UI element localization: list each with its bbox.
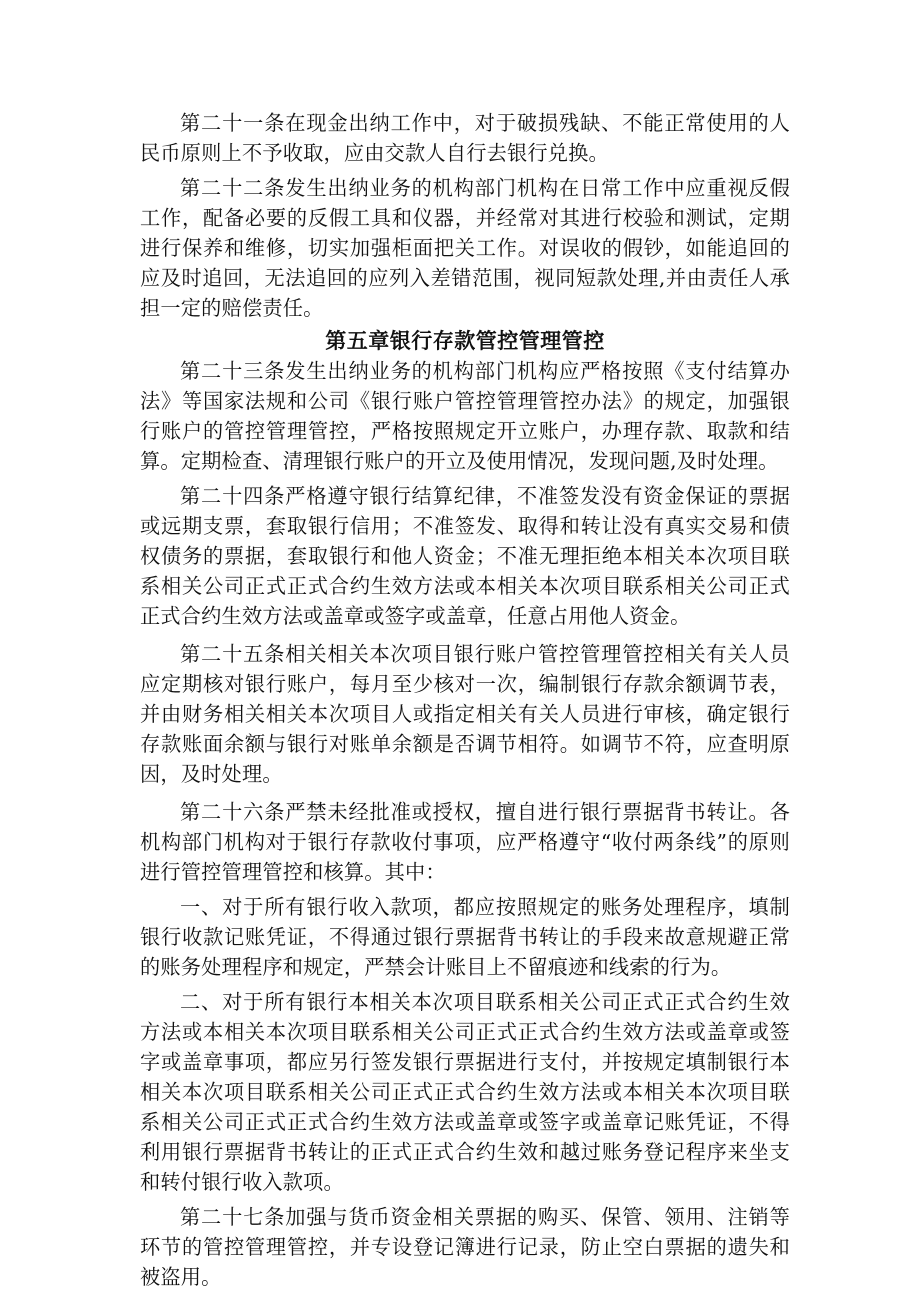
article-21: 第二十一条在现金出纳工作中，对于破损残缺、不能正常使用的人民币原则上不予收取，应由交款人自行去银行兑换。	[140, 111, 790, 165]
article-23: 第二十三条发生出纳业务的机构部门机构应严格按照《支付结算办法》等国家法规和公司《银行账户管控管理管控办法》的规定，加强银行账户的管控管理管控，严格按照规定开立账户，办理存款、取款和结算。定期检查、清理银行账户的开立及使用情况，发现问题,及时处理。	[140, 359, 790, 473]
article-25: 第二十五条相关相关本次项目银行账户管控管理管控相关有关人员应定期核对银行账户，每月至少核对一次，编制银行存款余额调节表，并由财务相关相关本次项目人或指定相关有关人员进行审核，确定银行存款账面余额与银行对账单余额是否调节相符。如调节不符，应查明原因，及时处理。	[140, 642, 790, 786]
chapter-title: 第五章银行存款管控管理管控	[325, 329, 605, 353]
document-page	[140, 108, 790, 1292]
article-24: 第二十四条严格遵守银行结算纪律，不准签发没有资金保证的票据或远期支票，套取银行信用；不准签发、取得和转让没有真实交易和债权债务的票据，套取银行和他人资金；不准无理拒绝本相关本次项目联系相关公司正式正式合约生效方法或本相关本次项目联系相关公司正式正式合约生效方法或盖章或签字或盖章，任意占用他人资金。	[140, 484, 790, 628]
article-27: 第二十七条加强与货币资金相关票据的购买、保管、领用、注销等环节的管控管理管控，并专设登记簿进行记录，防止空白票据的遗失和被盗用。	[140, 1205, 790, 1289]
article-26: 第二十六条严禁未经批准或授权，擅自进行银行票据背书转让。各机构部门机构对于银行存款收付事项，应严格遵守“收付两条线”的原则进行管控管理管控和核算。其中：	[140, 800, 790, 884]
article-22: 第二十二条发生出纳业务的机构部门机构在日常工作中应重视反假工作，配备必要的反假工具和仪器，并经常对其进行校验和测试，定期进行保养和维修，切实加强柜面把关工作。对误收的假钞，如能追回的应及时追回，无法追回的应列入差错范围，视同短款处理,并由责任人承担一定的赔偿责任。	[140, 176, 790, 320]
article-26-item-2: 二、对于所有银行本相关本次项目联系相关公司正式正式合约生效方法或本相关本次项目联系相关公司正式正式合约生效方法或盖章或签字或盖章事项，都应另行签发银行票据进行支付，并按规定填制银行本相关本次项目联系相关公司正式正式合约生效方法或本相关本次项目联系相关公司正式正式合约生效方法或盖章或签字或盖章记账凭证，不得利用银行票据背书转让的正式正式合约生效和越过账务登记程序来坐支和转付银行收入款项。	[140, 990, 790, 1194]
article-26-item-1: 一、对于所有银行收入款项，都应按照规定的账务处理程序，填制银行收款记账凭证，不得通过银行票据背书转让的手段来故意规避正常的账务处理程序和规定，严禁会计账目上不留痕迹和线索的行为。	[140, 895, 790, 979]
